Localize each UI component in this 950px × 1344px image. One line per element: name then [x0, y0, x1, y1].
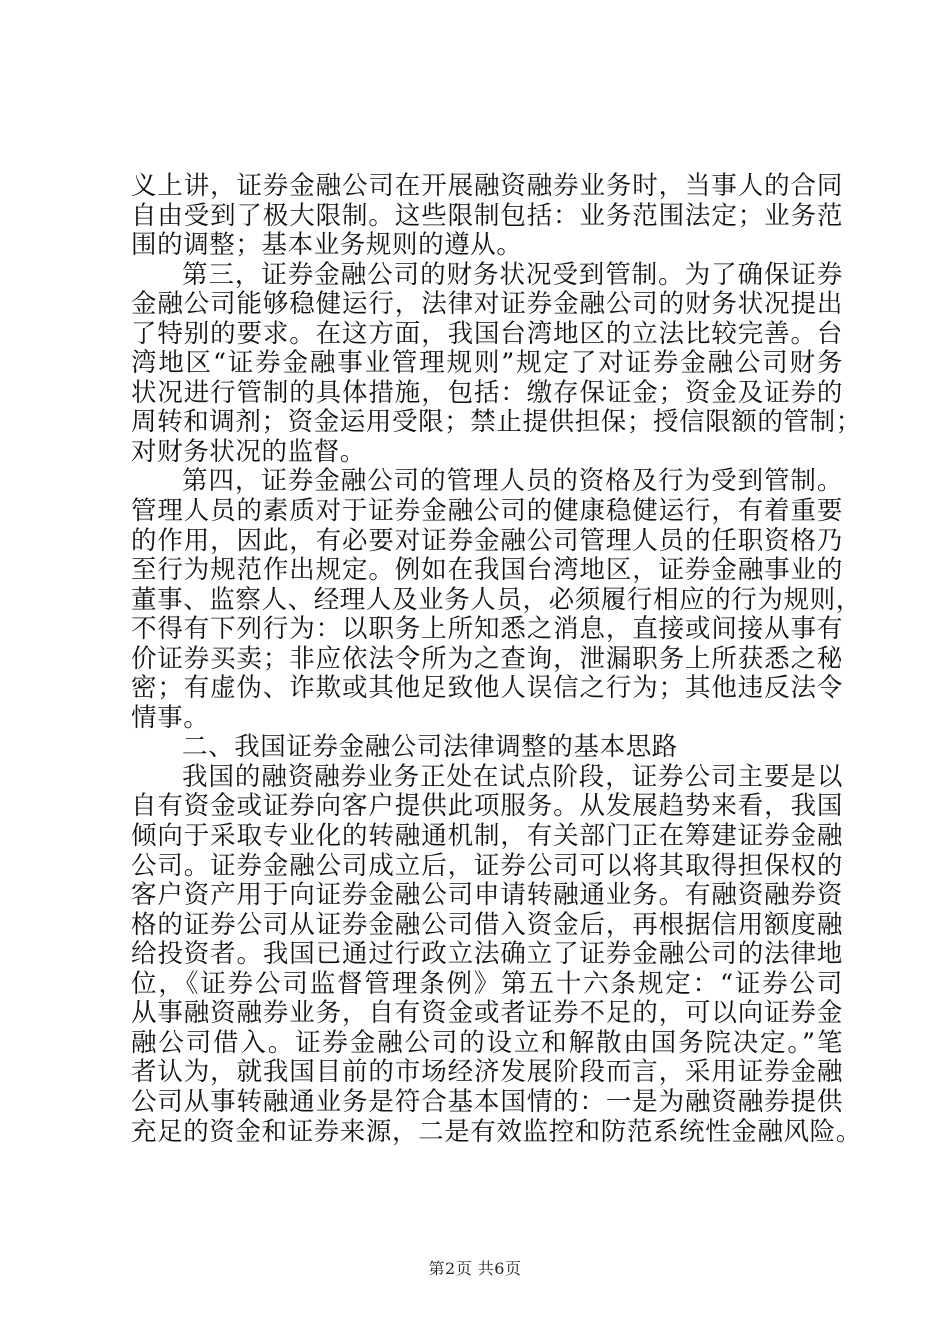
- text-line: 对财务状况的监督。: [131, 436, 366, 467]
- text-line: 的作用，因此，有必要对证券金融公司管理人员的任职资格乃: [131, 525, 843, 556]
- text-line: 客户资产用于向证券金融公司申请转融通业务。有融资融券资: [131, 880, 843, 911]
- text-line: 第四，证券金融公司的管理人员的资格及行为受到管制。: [182, 466, 843, 497]
- text-line: 自有资金或证券向客户提供此项服务。从发展趋势来看，我国: [131, 791, 843, 822]
- text-line: 湾地区“证券金融事业管理规则”规定了对证券金融公司财务: [131, 348, 843, 379]
- text-line: 至行为规范作出规定。例如在我国台湾地区，证券金融事业的: [131, 555, 843, 586]
- text-line: 从事融资融券业务，自有资金或者证券不足的，可以向证券金: [131, 998, 843, 1029]
- text-line: 密；有虚伪、诈欺或其他足致他人误信之行为；其他违反法令: [131, 673, 843, 704]
- text-line: 周转和调剂；资金运用受限；禁止提供担保；授信限额的管制；: [131, 407, 862, 438]
- text-line: 充足的资金和证券来源，二是有效监控和防范系统性金融风险。: [131, 1116, 862, 1147]
- text-line: 金融公司能够稳健运行，法律对证券金融公司的财务状况提出: [131, 289, 843, 320]
- text-line: 者认为，就我国目前的市场经济发展阶段而言，采用证券金融: [131, 1057, 843, 1088]
- text-line: 自由受到了极大限制。这些限制包括：业务范围法定；业务范: [131, 200, 843, 231]
- page-number-footer: 第2页 共6页: [428, 1259, 522, 1278]
- text-line: 董事、监察人、经理人及业务人员，必须履行相应的行为规则，: [131, 584, 862, 615]
- text-line: 公司。证券金融公司成立后，证券公司可以将其取得担保权的: [131, 850, 843, 881]
- text-line: 位，《证券公司监督管理条例》第五十六条规定：“证券公司: [131, 968, 843, 999]
- text-line: 了特别的要求。在这方面，我国台湾地区的立法比较完善。台: [131, 318, 843, 349]
- text-line: 价证券买卖；非应依法令所为之查询，泄漏职务上所获悉之秘: [131, 643, 843, 674]
- text-line: 情事。: [131, 702, 210, 733]
- text-line: 不得有下列行为：以职务上所知悉之消息，直接或间接从事有: [131, 614, 843, 645]
- text-line: 我国的融资融券业务正处在试点阶段，证券公司主要是以: [182, 761, 843, 792]
- text-line: 第三，证券金融公司的财务状况受到管制。为了确保证券: [182, 259, 843, 290]
- text-line: 义上讲，证券金融公司在开展融资融券业务时，当事人的合同: [131, 171, 843, 201]
- text-line: 公司从事转融通业务是符合基本国情的：一是为融资融券提供: [131, 1086, 843, 1117]
- text-line: 围的调整；基本业务规则的遵从。: [131, 230, 523, 261]
- text-line: 融公司借入。证券金融公司的设立和解散由国务院决定。”笔: [131, 1027, 843, 1058]
- text-line: 状况进行管制的具体措施，包括：缴存保证金；资金及证券的: [131, 377, 843, 408]
- text-line: 格的证券公司从证券金融公司借入资金后，再根据信用额度融: [131, 909, 843, 940]
- text-line: 管理人员的素质对于证券金融公司的健康稳健运行，有着重要: [131, 496, 843, 527]
- text-line: 倾向于采取专业化的转融通机制，有关部门正在筹建证券金融: [131, 821, 843, 852]
- text-line: 给投资者。我国已通过行政立法确立了证券金融公司的法律地: [131, 939, 843, 970]
- section-heading: 二、我国证券金融公司法律调整的基本思路: [182, 732, 678, 763]
- document-body: [131, 171, 862, 1147]
